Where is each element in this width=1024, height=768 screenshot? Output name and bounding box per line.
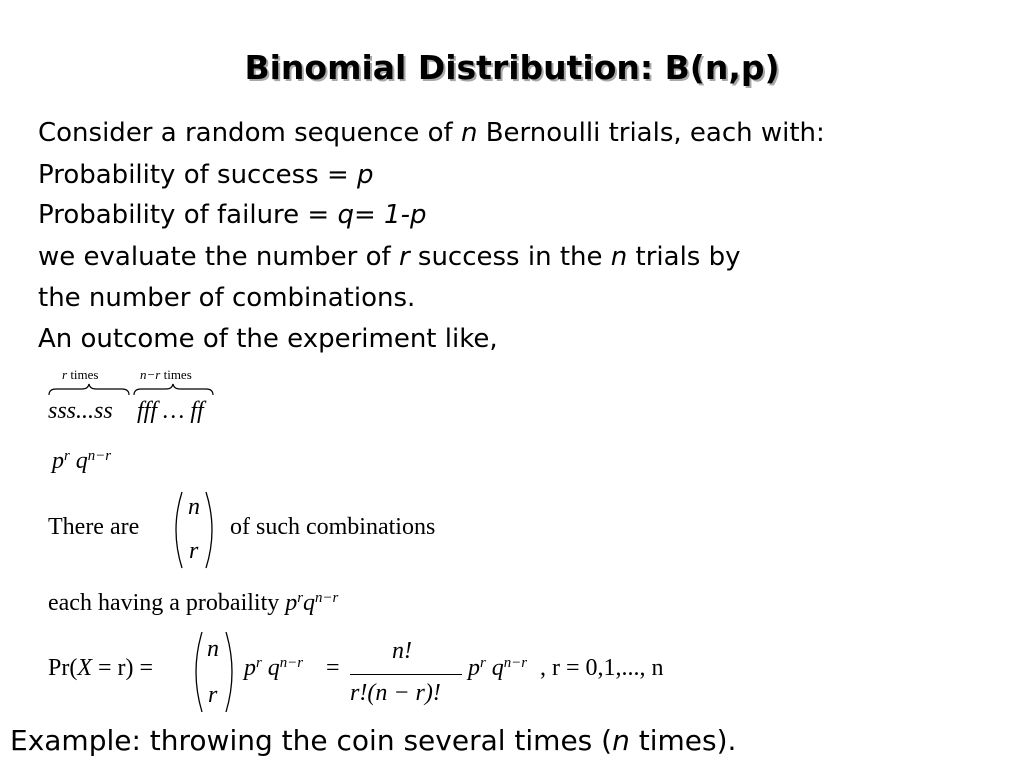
each-having-line <box>48 590 338 617</box>
frac-denominator: r!(n − r)! <box>350 680 441 706</box>
prod-nr: n−r <box>87 447 112 464</box>
example-line <box>10 724 736 757</box>
left-paren-2 <box>196 632 202 712</box>
var-q: q= 1-p <box>337 200 427 230</box>
each-p: p <box>285 590 298 616</box>
binom2-r: r <box>208 682 218 708</box>
brace1-var: r <box>62 367 68 382</box>
brace2-label <box>140 367 192 383</box>
binom1-r: r <box>189 538 199 564</box>
each-q: q <box>303 590 316 616</box>
pr2-p: p <box>468 655 480 681</box>
brace1-label <box>62 367 98 383</box>
example-text-end: times). <box>629 724 737 757</box>
pr-eq: = r) = <box>92 655 154 681</box>
pr2-q: q <box>491 655 504 681</box>
evaluate-line <box>38 242 741 272</box>
outcome-line: An outcome of the experiment like, <box>38 324 498 354</box>
pr-open: Pr( <box>48 655 78 681</box>
frac-numerator: n! <box>392 638 412 664</box>
prob-product <box>52 448 111 475</box>
var-p: p <box>357 160 374 190</box>
pr1-r: r <box>256 654 262 671</box>
brace2-text: times <box>160 367 192 382</box>
pr-lhs <box>48 655 153 682</box>
brace-f <box>134 384 213 395</box>
left-paren <box>176 492 182 568</box>
var-n: n <box>460 118 478 148</box>
slide-title: Binomial Distribution: B(n,p) <box>244 48 780 87</box>
pr-x: X <box>77 655 93 681</box>
intro-line <box>38 118 825 148</box>
sequence-s: sss...ss <box>48 398 113 424</box>
pr2-r: r <box>480 654 486 671</box>
binom2-n: n <box>207 636 219 662</box>
brace1-text: times <box>67 367 99 382</box>
prod-p: p <box>52 448 64 474</box>
brace-s <box>49 384 129 395</box>
equals-sign: = <box>326 655 340 681</box>
intro-text: Consider a random sequence of <box>38 118 461 148</box>
each-nr: n−r <box>315 589 339 606</box>
of-such-text: of such combinations <box>230 514 436 540</box>
evaluate-text-end: trials by <box>627 242 741 272</box>
combinations-line: the number of combinations. <box>38 283 416 313</box>
fraction-bar <box>350 674 462 675</box>
prod-r: r <box>64 447 70 464</box>
pr1-nr: n−r <box>279 654 304 671</box>
success-line <box>38 160 374 190</box>
r-range: , r = 0,1,..., n <box>540 655 664 681</box>
example-text: Example: throwing the coin several times ( <box>10 724 613 757</box>
var-r: r <box>398 242 410 272</box>
intro-text-end: Bernoulli trials, each with: <box>477 118 825 148</box>
evaluate-text-mid: success in the <box>409 242 611 272</box>
pr1-p: p <box>244 655 256 681</box>
example-n: n <box>612 724 630 757</box>
pr1-q: q <box>267 655 280 681</box>
failure-line <box>38 200 426 230</box>
pr-product-1 <box>244 655 303 682</box>
there-are-text: There are <box>48 514 140 540</box>
binom1-n: n <box>188 494 200 520</box>
brace2-var: n−r <box>140 367 161 382</box>
sequence-f: fff … ff <box>137 398 204 424</box>
each-having-text: each having a probaility <box>48 590 280 616</box>
failure-text: Probability of failure = <box>38 200 338 230</box>
success-text: Probability of success = <box>38 160 358 190</box>
right-paren <box>206 492 212 568</box>
prod-q: q <box>75 448 88 474</box>
right-paren-2 <box>226 632 232 712</box>
each-r: r <box>297 589 304 606</box>
braces-graphic <box>46 383 226 397</box>
pr-product-2 <box>468 655 527 682</box>
evaluate-text: we evaluate the number of <box>38 242 399 272</box>
pr2-nr: n−r <box>503 654 528 671</box>
var-n-2: n <box>610 242 628 272</box>
